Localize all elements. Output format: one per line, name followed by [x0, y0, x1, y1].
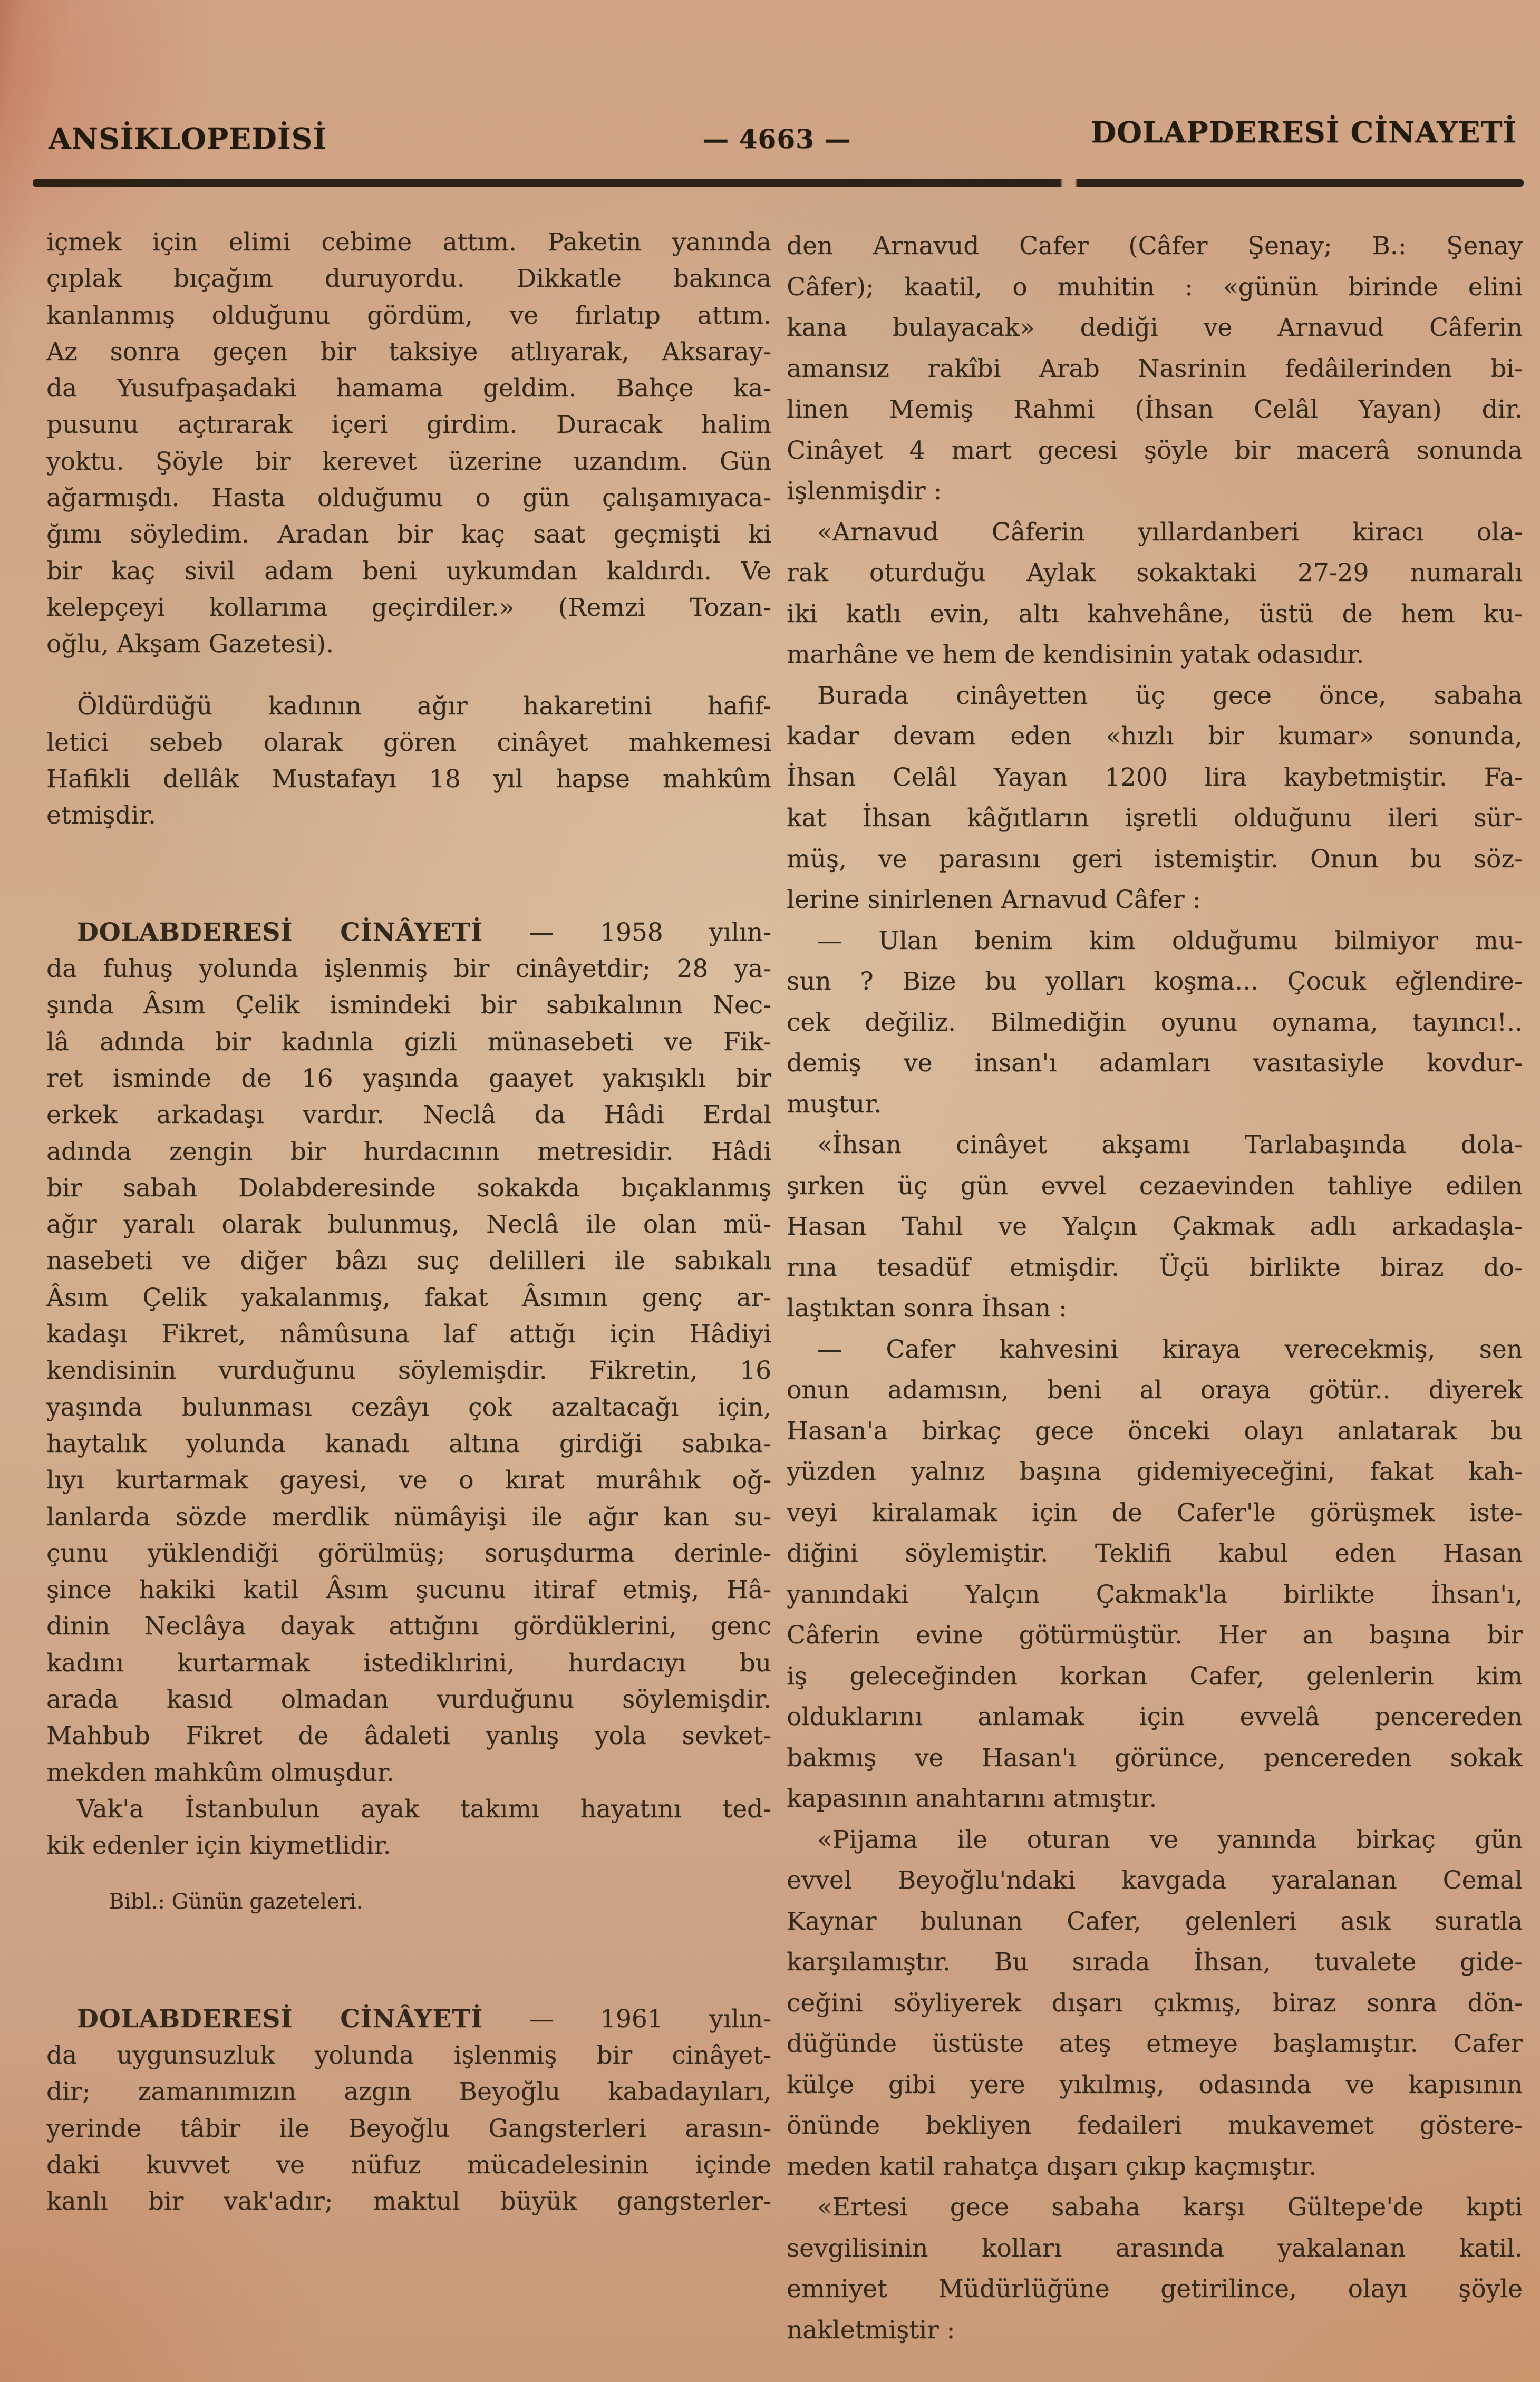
text-line: muştur.	[787, 1089, 882, 1119]
text-line: da Yusufpaşadaki hamama geldim. Bahçe ka-	[46, 374, 771, 403]
paragraph	[46, 1791, 771, 1864]
text-line: oğlu, Akşam Gazetesi).	[46, 630, 334, 659]
text-line: evvel Beyoğlu'ndaki kavgada yaralanan Cemal	[787, 1866, 1523, 1895]
paragraph	[787, 226, 1523, 512]
text-line: Az sonra geçen bir taksiye atlıyarak, Aksaray-	[46, 337, 771, 366]
text-line: mekden mahkûm olmuşdur.	[46, 1758, 394, 1787]
text-line: yüzden yalnız başına gidemiyeceğini, fakat kah-	[787, 1457, 1523, 1486]
text-line: ceğini söyliyerek dışarı çıkmış, biraz sonra dön-	[787, 1988, 1523, 2018]
header-article-title: DOLAPDERESİ CİNAYETİ	[1091, 115, 1517, 149]
text-line: sevgilisinin kolları arasında yakalanan katil.	[787, 2233, 1523, 2263]
text-line: haytalık yolunda kanadı altına girdiği sabıka-	[46, 1429, 771, 1458]
text-line: şince hakiki katil Âsım şucunu itiraf etmiş, Hâ-	[46, 1575, 771, 1605]
text-line: — Cafer kahvesini kiraya verecekmiş, sen	[817, 1334, 1523, 1364]
text-line: ağır yaralı olarak bulunmuş, Neclâ ile olan mü-	[46, 1210, 771, 1240]
text-line: Mahbub Fikret de âdaleti yanlış yola sevket-	[46, 1721, 771, 1751]
text-line: lıyı kurtarmak gayesi, ve o kırat murâhık oğ-	[46, 1466, 771, 1495]
text-line: ağarmışdı. Hasta olduğumu o gün çalışamıyaca-	[46, 483, 771, 513]
text-line: Vak'a İstanbulun ayak takımı hayatını ted-	[77, 1794, 771, 1824]
text-line: kanlı bir vak'adır; maktul büyük gangsterler-	[46, 2187, 771, 2216]
text-line: amansız rakîbi Arab Nasrinin fedâilerinden bi-	[787, 354, 1523, 383]
text-line: yaşında bulunması cezâyı çok azaltacağı için,	[46, 1392, 771, 1422]
text-line: lâ adında bir kadınla gizli münasebeti ve Fik-	[46, 1027, 771, 1057]
text-line: yanındaki Yalçın Çakmak'la birlikte İhsan'ı,	[787, 1580, 1523, 1609]
text-line: yerinde tâbir ile Beyoğlu Gangsterleri arasın-	[46, 2114, 771, 2143]
text-line: kat İhsan kâğıtların işretli olduğunu ileri sür-	[787, 803, 1523, 832]
text-line: iş geleceğinden korkan Cafer, gelenlerin kim	[787, 1661, 1523, 1691]
text-line: erkek arkadaşı vardır. Neclâ da Hâdi Erdal	[46, 1100, 771, 1130]
text-line: kendisinin vurduğunu söylemişdir. Fikretin, 16	[46, 1356, 771, 1386]
text-line: Câferin evine götürmüştür. Her an başına bir	[787, 1621, 1523, 1650]
text-line: «Ertesi gece sabaha karşı Gültepe'de kıpti	[817, 2193, 1523, 2222]
text-line: daki kuvvet ve nüfuz mücadelesinin içinde	[46, 2150, 771, 2180]
text-line: den Arnavud Cafer (Câfer Şenay; B.: Şenay	[787, 231, 1523, 260]
text-line: lanlarda sözde merdlik nümâyişi ile ağır kan su-	[46, 1502, 771, 1532]
text-line: lerine sinirlenen Arnavud Câfer :	[787, 885, 1201, 914]
paragraph	[46, 224, 771, 663]
paragraph	[787, 1819, 1523, 2187]
paragraph	[787, 921, 1523, 1125]
text-line: laştıktan sonra İhsan :	[787, 1294, 1067, 1323]
text-line: Câfer); kaatil, o muhitin : «günün birinde elini	[787, 272, 1523, 302]
text-line: da fuhuş yolunda işlenmiş bir cinâyetdir; 28 ya-	[46, 954, 771, 984]
text-line: çıplak bıçağım duruyordu. Dikkatle bakınca	[46, 264, 771, 294]
text-line: DOLABDERESİ CİNÂYETİ — 1958 yılın-	[77, 917, 771, 947]
paragraph	[787, 1125, 1523, 1329]
text-line: içmek için elimi cebime attım. Paketin yanında	[46, 228, 771, 257]
text-line: «Pijama ile oturan ve yanında birkaç gün	[817, 1825, 1523, 1854]
text-line: kapasının anahtarını atmıştır.	[787, 1784, 1157, 1813]
text-line: «Arnavud Câferin yıllardanberi kiracı ola-	[817, 517, 1523, 547]
text-line: önünde bekliyen fedaileri mukavemet göstere-	[787, 2111, 1523, 2140]
text-line: nakletmiştir :	[787, 2315, 955, 2345]
text-line: nasebeti ve diğer bâzı suç delilleri ile sabıkalı	[46, 1246, 771, 1276]
text-line: bakmış ve Hasan'ı görünce, pencereden sokak	[787, 1743, 1523, 1773]
paragraph	[46, 1884, 771, 1920]
paragraph	[787, 2187, 1523, 2350]
text-line: Burada cinâyetten üç gece önce, sabaha	[817, 681, 1523, 710]
text-line: bir kaç sivil adam beni uykumdan kaldırdı. Ve	[46, 556, 771, 586]
right-column	[787, 226, 1523, 2350]
text-line: meden katil rahatça dışarı çıkıp kaçmıştır.	[787, 2152, 1317, 2181]
text-line: şında Âsım Çelik ismindeki bir sabıkalının Nec-	[46, 991, 771, 1020]
text-line: letici sebeb olarak gören cinâyet mahkemesi	[46, 728, 771, 757]
text-line: arada kasıd olmadan vurduğunu söylemişdir.	[46, 1684, 771, 1714]
text-line: DOLABDERESİ CİNÂYETİ — 1961 yılın-	[77, 2004, 771, 2034]
text-line: İhsan Celâl Yayan 1200 lira kaybetmiştir. Fa-	[787, 762, 1523, 792]
text-line: — Ulan benim kim olduğumu bilmiyor mu-	[817, 926, 1523, 955]
text-line: kana bulayacak» dediği ve Arnavud Câferin	[787, 313, 1523, 342]
text-line: düğünde üstüste ateş etmeye başlamıştır. Cafer	[787, 2029, 1523, 2058]
text-line: adında zengin bir hurdacının metresidir. Hâdi	[46, 1137, 771, 1166]
header-rule	[33, 179, 1524, 187]
text-line: kanlanmış olduğunu gördüm, ve fırlatıp attım.	[46, 301, 771, 330]
text-line: Hasan'a birkaç gece önceki olayı anlatarak bu	[787, 1416, 1523, 1446]
text-line: «İhsan cinâyet akşamı Tarlabaşında dola-	[817, 1130, 1523, 1159]
left-column	[46, 224, 771, 2220]
text-line: yoktu. Şöyle bir kerevet üzerine uzandım. Gün	[46, 447, 771, 476]
text-line: Kaynar bulunan Cafer, gelenleri asık suratla	[787, 1906, 1523, 1936]
text-line: pusunu açtırarak içeri girdim. Duracak halim	[46, 410, 771, 440]
paragraph	[787, 512, 1523, 675]
text-line: Hasan Tahıl ve Yalçın Çakmak adlı arkadaşla-	[787, 1212, 1523, 1241]
paragraph	[46, 914, 771, 1791]
text-line: külçe gibi yere yıkılmış, odasında ve kapısının	[787, 2070, 1523, 2099]
text-line: kadar devam eden «hızlı bir kumar» sonunda,	[787, 722, 1523, 751]
text-line: kadını kurtarmak istediklırini, hurdacıyı bu	[46, 1648, 771, 1678]
text-line: rak oturduğu Aylak sokaktaki 27-29 numaralı	[787, 558, 1523, 587]
text-line: rına tesadüf etmişdir. Üçü birlikte biraz do-	[787, 1253, 1523, 1282]
text-line: sun ? Bize bu yolları koşma... Çocuk eğlendire-	[787, 967, 1523, 996]
text-line: müş, ve parasını geri istemiştir. Onun bu söz-	[787, 844, 1523, 874]
text-line: karşılamıştır. Bu sırada İhsan, tuvalete gide-	[787, 1948, 1523, 1977]
text-line: Âsım Çelik yakalanmış, fakat Âsımın genç ar-	[46, 1283, 771, 1312]
page-header	[49, 115, 1517, 160]
text-line: ğımı söyledim. Aradan bir kaç saat geçmişti ki	[46, 520, 771, 549]
text-line: linen Memiş Rahmi (İhsan Celâl Yayan) dir.	[787, 395, 1523, 424]
text-line: Öldürdüğü kadının ağır hakaretini hafif-	[77, 691, 771, 721]
header-work-title: ANSİKLOPEDİSİ	[49, 121, 327, 156]
text-line: veyi kiralamak için de Cafer'le görüşmek iste-	[787, 1498, 1523, 1527]
text-line: işlenmişdir :	[787, 477, 942, 506]
text-line: dir; zamanımızın azgın Beyoğlu kabadayıları,	[46, 2077, 771, 2107]
paragraph	[787, 675, 1523, 921]
text-line: Cinâyet 4 mart gecesi şöyle bir macerâ sonunda	[787, 435, 1523, 465]
paragraph	[46, 2001, 771, 2220]
text-line: da uygunsuzluk yolunda işlenmiş bir cinâyet-	[46, 2041, 771, 2070]
text-line: iki katlı evin, altı kahvehâne, üstü de hem ku-	[787, 599, 1523, 628]
text-line: kik edenler için kiymetlidir.	[46, 1831, 391, 1861]
text-line: çunu yüklendiği görülmüş; soruşdurma derinle-	[46, 1538, 771, 1568]
text-line: emniyet Müdürlüğüne getirilince, olayı şöyle	[787, 2274, 1523, 2303]
text-line: diğini söylemiştir. Teklifi kabul eden Hasan	[787, 1539, 1523, 1568]
text-line: kadaşı Fikret, nâmûsuna laf attığı için Hâdiyi	[46, 1320, 771, 1349]
text-line: olduklarını anlamak için evvelâ pencereden	[787, 1702, 1523, 1731]
text-line: etmişdir.	[46, 801, 156, 830]
text-line: bir sabah Dolabderesinde sokakda bıçaklanmış	[46, 1173, 771, 1203]
text-line: onun adamısın, beni al oraya götür.. diyerek	[787, 1376, 1523, 1405]
text-line: ret isminde de 16 yaşında gaayet yakışıklı bir	[46, 1063, 771, 1093]
text-line: kelepçeyi kollarıma geçirdiler.» (Remzi Tozan-	[46, 593, 771, 622]
paragraph	[787, 1329, 1523, 1819]
paragraph	[46, 688, 771, 834]
text-line: dinin Neclâya dayak attığını gördüklerini, genc	[46, 1612, 771, 1641]
header-page-number: — 4663 —	[702, 123, 851, 154]
text-line: cek değiliz. Bilmediğin oyunu oynama, tayıncı!..	[787, 1008, 1523, 1037]
text-line: şırken üç gün evvel cezaevinden tahliye edilen	[787, 1171, 1523, 1200]
text-line: demiş ve insan'ı adamları vasıtasiyle kovdur-	[787, 1049, 1523, 1078]
text-line: Hafikli dellâk Mustafayı 18 yıl hapse mahkûm	[46, 764, 771, 794]
text-line: marhâne ve hem de kendisinin yatak odasıdır.	[787, 640, 1364, 669]
text-line: Bibl.: Günün gazeteleri.	[109, 1890, 363, 1914]
